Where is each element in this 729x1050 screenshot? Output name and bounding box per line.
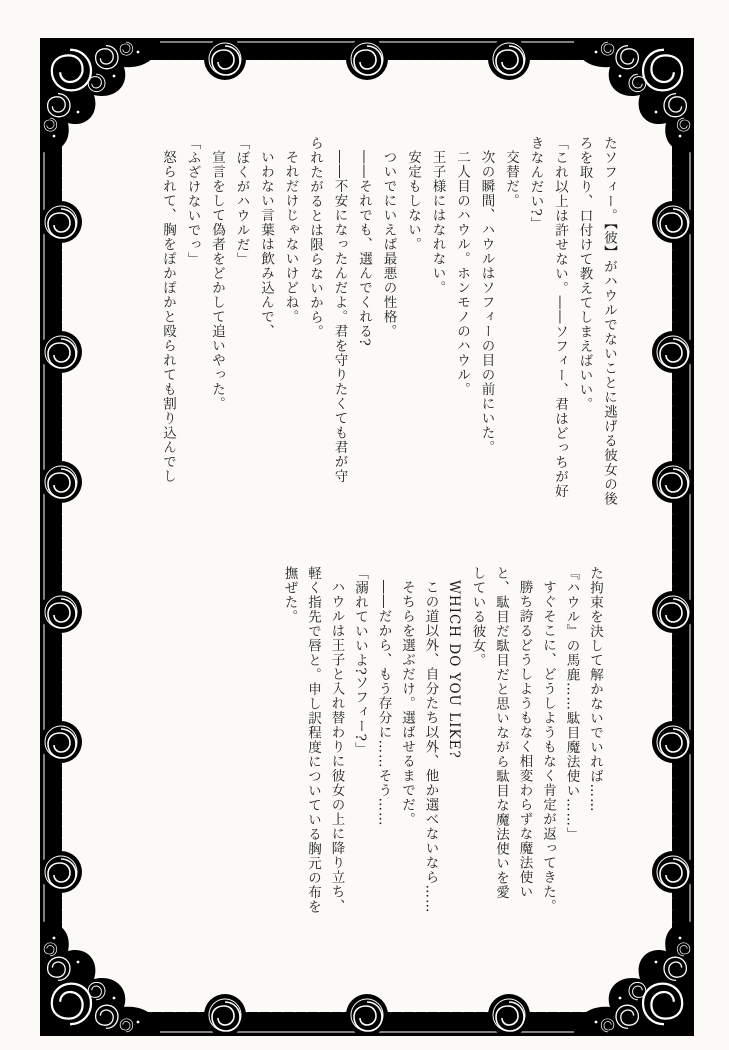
text-column: ――不安になったんだよ。君を守りたくても君が守: [331, 149, 348, 483]
corner-lace-ornament: [40, 922, 160, 1036]
text-column: 勝ち誇るどうしようもなく相変わらずな魔法使い: [516, 579, 533, 899]
text-column: 二人目のハウル。ホンモノのハウル。: [454, 149, 470, 396]
text-column: 軽く指先で唇と。申し訳程度についている胸元の布を: [305, 566, 321, 914]
spiral-medallion: [40, 201, 82, 243]
text-column: ――だから、もう存分に……そう……: [375, 579, 392, 826]
text-column: 王子様にはなれない。: [429, 149, 446, 295]
text-column-english-phrase: WHICH DO YOU LIKE?: [446, 579, 462, 759]
text-column: 交替だ。: [503, 149, 519, 208]
text-column: と、駄目だ駄目だと思いながら駄目な魔法使いを愛: [493, 566, 509, 900]
spiral-medallion: [40, 591, 82, 633]
spiral-medallion: [40, 851, 82, 893]
spiral-medallion: [488, 38, 530, 80]
text-column: いわない言葉は飲み込んで、: [258, 149, 274, 338]
body-text-upper-section: [105, 136, 621, 520]
spiral-medallion: [346, 994, 388, 1036]
spiral-medallion: [40, 461, 82, 503]
spiral-medallion: [488, 994, 530, 1036]
spiral-medallion: [652, 201, 694, 243]
spiral-medallion: [40, 331, 82, 373]
spiral-medallion: [204, 38, 246, 80]
text-column: 安定もしない。: [405, 149, 421, 251]
spiral-medallion: [652, 721, 694, 763]
spiral-medallion: [204, 994, 246, 1036]
text-column: それだけじゃないけどね。: [282, 149, 299, 324]
spiral-medallion: [652, 851, 694, 893]
text-column: 「ふざけないでっ」: [184, 136, 201, 267]
spiral-medallion: [346, 38, 388, 80]
text-column: ――それでも、選んでくれる?: [356, 149, 372, 347]
text-column: している彼女。: [469, 566, 486, 668]
text-column: この道以外、自分たち以外、他か選べないなら……: [422, 579, 439, 913]
text-column: 怒られて、胸をぽかぽかと殴られても割り込んでし: [160, 149, 176, 483]
text-column: 「これ以上は許せない。――ソフィー、君はどっちが好: [552, 136, 568, 499]
text-column: 撫ぜた。: [281, 566, 298, 624]
text-column: た拘束を決して解かないでいれば……: [587, 566, 603, 813]
text-column: 『ハウル』の馬鹿……駄目魔法使い……」: [563, 566, 580, 842]
text-column: られたがるとは限らないから。: [307, 136, 323, 339]
text-column: ついでにいえば最悪の性格。: [380, 149, 397, 338]
body-text-lower-section: [229, 566, 606, 950]
text-column: 宣言をして偽者をどかして追いやった。: [209, 149, 225, 411]
text-column: きなんだい?」: [527, 136, 544, 232]
text-column: ろを取り、口付けて教えてしまえばいい。: [576, 136, 593, 412]
text-column: ハウルは王子と入れ替わりに彼女の上に降り立ち、: [328, 579, 345, 913]
spiral-medallion: [652, 331, 694, 373]
text-column: すぐそこに、どうしようもなく肯定が返ってきた。: [540, 579, 556, 913]
spiral-medallion: [652, 591, 694, 633]
text-column: たソフィー。【彼】がハウルでないことに逃げる彼女の後: [601, 136, 617, 507]
spiral-medallion: [40, 721, 82, 763]
spiral-medallion: [652, 461, 694, 503]
text-column: 「ぼくがハウルだ」: [233, 136, 250, 267]
text-column: 「溺れていいよ?ソフィー?」: [352, 566, 368, 757]
text-column: そちらを選ぶだけ。選ばせるまでだ。: [399, 579, 415, 826]
text-column: 次の瞬間、ハウルはソフィーの目の前にいた。: [478, 149, 495, 454]
